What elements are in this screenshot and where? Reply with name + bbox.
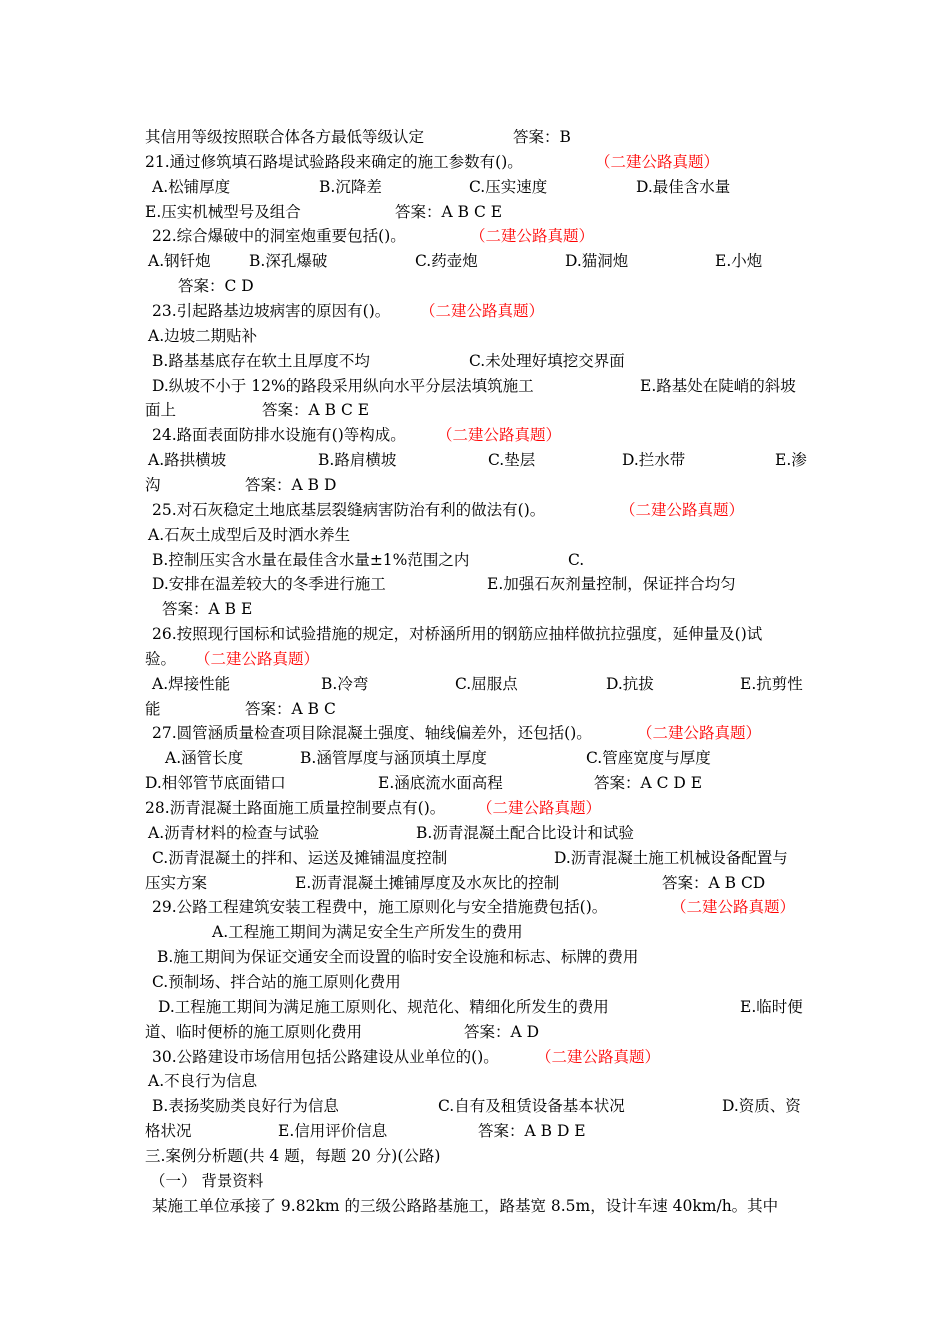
- source-tag: （二建公路真题）: [620, 500, 745, 519]
- text-segment: D.资质、资: [722, 1097, 801, 1116]
- text-segment: D.沥青混凝土施工机械设备配置与: [554, 848, 788, 867]
- text-segment: C.管座宽度与厚度: [586, 749, 711, 768]
- text-segment: 答案：A B C: [245, 699, 336, 718]
- text-segment: C.屈服点: [455, 674, 518, 693]
- text-segment: B.表扬奖励类良好行为信息: [152, 1097, 339, 1116]
- text-segment: 27.圆管涵质量检查项目除混凝土强度、轴线偏差外，还包括()。: [152, 724, 592, 743]
- text-segment: 30.公路建设市场信用包括公路建设从业单位的()。: [152, 1047, 499, 1066]
- text-segment: B.涵管厚度与涵顶填土厚度: [300, 749, 487, 768]
- text-segment: C.药壶炮: [415, 252, 478, 271]
- text-segment: A.边坡二期贴补: [148, 326, 258, 345]
- text-segment: 29.公路工程建筑安装工程费中，施工原则化与安全措施费包括()。: [152, 898, 608, 917]
- text-segment: 答案：A B D E: [478, 1122, 586, 1140]
- text-segment: C.沥青混凝土的拌和、运送及摊铺温度控制: [152, 848, 448, 867]
- text-segment: A.不良行为信息: [148, 1072, 258, 1091]
- text-segment: 格状况: [145, 1122, 192, 1140]
- text-segment: 答案：A D: [464, 1022, 540, 1041]
- source-tag: （二建公路真题）: [195, 649, 320, 668]
- source-tag: （二建公路真题）: [477, 799, 602, 817]
- text-segment: E.渗: [775, 451, 807, 470]
- text-segment: 答案：A B C E: [262, 401, 370, 420]
- text-segment: A.涵管长度: [165, 749, 244, 768]
- text-segment: 答案：A B E: [162, 600, 253, 619]
- text-segment: E.加强石灰剂量控制，保证拌合均匀: [487, 575, 736, 594]
- text-segment: 某施工单位承接了 9.82km 的三级公路路基施工，路基宽 8.5m，设计车速 40km/h。其中: [152, 1196, 779, 1215]
- text-segment: E.沥青混凝土摊铺厚度及水灰比的控制: [295, 873, 560, 892]
- text-segment: B.路基基底存在软土且厚度不均: [152, 351, 370, 370]
- text-segment: 三.案例分析题(共 4 题，每题 20 分)(公路): [145, 1146, 441, 1165]
- text-segment: 答案：A B D: [245, 475, 337, 494]
- source-tag: （二建公路真题）: [536, 1047, 661, 1066]
- text-segment: C.: [568, 550, 585, 569]
- text-segment: E.路基处在陡峭的斜坡: [640, 376, 796, 395]
- text-segment: 其信用等级按照联合体各方最低等级认定: [145, 128, 425, 146]
- text-segment: D.拦水带: [622, 451, 686, 470]
- text-segment: E.小炮: [715, 252, 763, 271]
- text-segment: C.自有及租赁设备基本状况: [438, 1097, 625, 1116]
- text-segment: A.沥青材料的检查与试验: [148, 823, 320, 842]
- text-segment: C.预制场、拌合站的施工原则化费用: [152, 972, 401, 991]
- text-segment: 28.沥青混凝土路面施工质量控制要点有()。: [145, 799, 446, 817]
- text-segment: D.安排在温差较大的冬季进行施工: [152, 575, 386, 594]
- text-segment: 24.路面表面防排水设施有()等构成。: [152, 426, 406, 445]
- text-segment: B.路肩横坡: [318, 451, 397, 470]
- text-segment: D.猫洞炮: [565, 252, 629, 271]
- text-segment: E.临时便: [740, 997, 803, 1016]
- text-segment: A.松铺厚度: [152, 177, 231, 196]
- text-segment: B.沥青混凝土配合比设计和试验: [416, 823, 634, 842]
- text-segment: D.纵坡不小于 12%的路段采用纵向水平分层法填筑施工: [152, 376, 534, 395]
- source-tag: （二建公路真题）: [637, 724, 762, 743]
- text-segment: D.相邻管节底面错口: [145, 774, 286, 793]
- source-tag: （二建公路真题）: [595, 152, 720, 171]
- text-segment: E.涵底流水面高程: [378, 774, 503, 793]
- text-segment: A.石灰土成型后及时洒水养生: [148, 525, 351, 544]
- text-segment: A.工程施工期间为满足安全生产所发生的费用: [212, 923, 523, 942]
- text-segment: 面上: [145, 401, 177, 420]
- text-segment: B.施工期间为保证交通安全而设置的临时安全设施和标志、标牌的费用: [157, 948, 639, 967]
- text-segment: B.沉降差: [319, 177, 382, 196]
- text-segment: 26.按照现行国标和试验措施的规定，对桥涵所用的钢筋应抽样做抗拉强度，延伸量及()试: [152, 625, 763, 643]
- text-segment: 23.引起路基边坡病害的原因有()。: [152, 302, 391, 320]
- text-segment: 答案：A B C E: [395, 202, 503, 221]
- text-segment: 答案：A B CD: [662, 873, 766, 892]
- text-segment: B.深孔爆破: [249, 252, 328, 271]
- source-tag: （二建公路真题）: [437, 426, 562, 445]
- text-segment: 压实方案: [145, 873, 208, 892]
- source-tag: （二建公路真题）: [420, 302, 545, 320]
- text-segment: E.压实机械型号及组合: [145, 202, 301, 221]
- text-segment: 答案：B: [513, 128, 571, 146]
- text-segment: E.信用评价信息: [278, 1122, 388, 1140]
- text-segment: 验。: [145, 649, 177, 668]
- text-segment: D.抗拔: [606, 674, 654, 693]
- text-segment: 答案：C D: [178, 277, 254, 296]
- text-segment: 能: [145, 699, 161, 718]
- text-segment: B.控制压实含水量在最佳含水量±1%范围之内: [152, 550, 470, 569]
- text-segment: D.最佳含水量: [636, 177, 731, 196]
- text-segment: 25.对石灰稳定土地底基层裂缝病害防治有利的做法有()。: [152, 500, 546, 519]
- text-segment: A.路拱横坡: [148, 451, 227, 470]
- text-segment: A.钢钎炮: [148, 252, 211, 271]
- text-segment: C.垫层: [488, 451, 536, 470]
- text-segment: B.冷弯: [321, 674, 369, 693]
- text-segment: C.未处理好填挖交界面: [469, 351, 625, 370]
- text-segment: D.工程施工期间为满足施工原则化、规范化、精细化所发生的费用: [158, 997, 609, 1016]
- text-segment: A.焊接性能: [152, 674, 231, 693]
- text-segment: E.抗剪性: [740, 674, 803, 693]
- source-tag: （二建公路真题）: [470, 227, 595, 246]
- text-segment: 22.综合爆破中的洞室炮重要包括()。: [152, 227, 406, 246]
- text-segment: C.压实速度: [469, 177, 548, 196]
- text-segment: 沟: [145, 475, 161, 494]
- text-segment: 21.通过修筑填石路堤试验路段来确定的施工参数有()。: [145, 152, 523, 171]
- text-segment: 道、临时便桥的施工原则化费用: [145, 1022, 363, 1041]
- text-segment: （一） 背景资料: [150, 1171, 264, 1190]
- text-segment: 答案：A C D E: [594, 774, 703, 793]
- source-tag: （二建公路真题）: [671, 898, 796, 917]
